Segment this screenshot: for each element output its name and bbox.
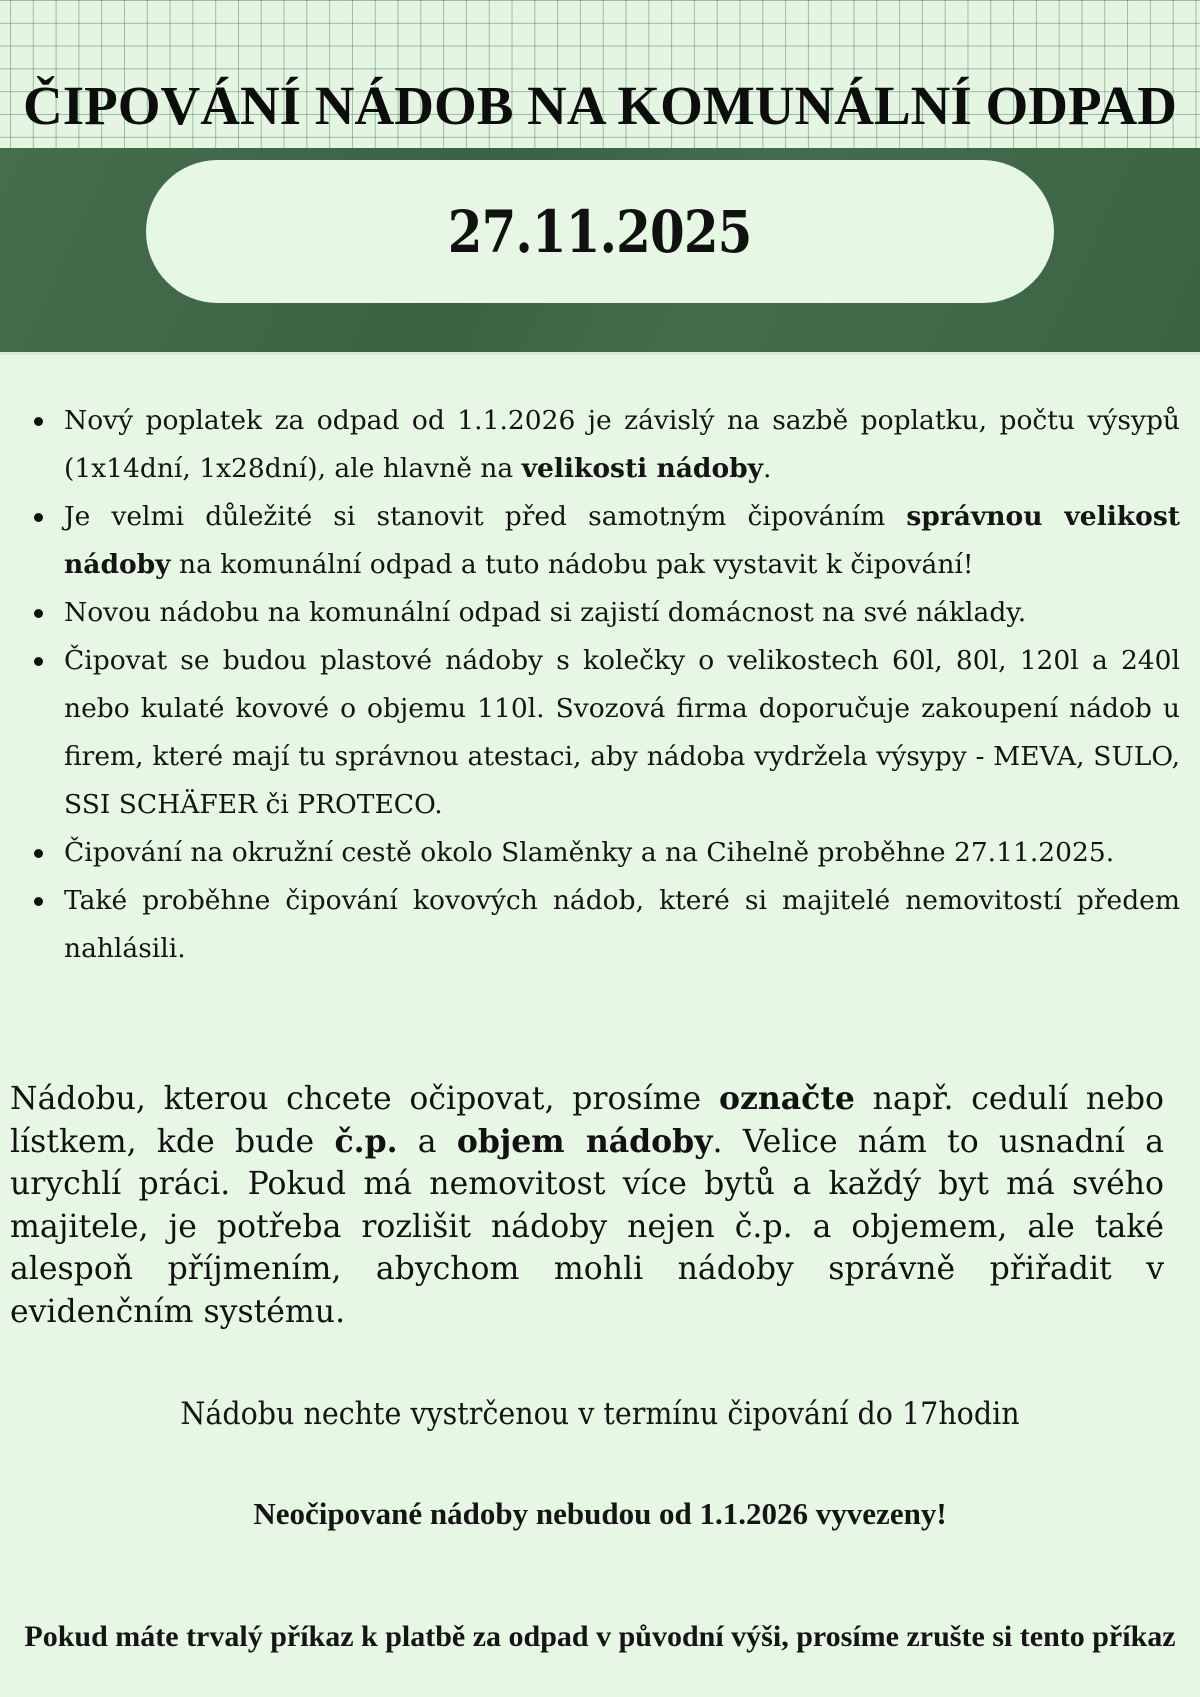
bullet-text: Čipování na okružní cestě okolo Slaměnky a na Cihelně proběhne 27.11.2025. xyxy=(64,837,1115,868)
bullet-text: Čipovat se budou plastové nádoby s kolečky o velikostech 60l, 80l, 120l a 240l nebo kulaté kovové o objemu 110l. Svozová firma doporučuje zakoupení nádob u firem, které mají tu správnou atestaci, aby nádoba vydržela výsypy - MEVA, SULO, SSI SCHÄFER či PROTECO. xyxy=(64,645,1180,820)
bullet-emphasis: správnou velikost nádoby xyxy=(64,501,1180,580)
date-pill xyxy=(146,160,1054,303)
bullet-text: na komunální odpad a tuto nádobu pak vystavit k čipování! xyxy=(170,549,974,580)
bullet-text: Nový poplatek za odpad od 1.1.2026 je závislý na sazbě poplatku, počtu výsypů (1x14dní, 1x28dní), ale hlavně na xyxy=(64,405,1180,484)
bullet-text: Je velmi důležité si stanovit před samotným čipováním xyxy=(64,501,907,532)
para-text: . Velice nám to usnadní a urychlí práci. Pokud má nemovitost více bytů a každý byt má svého majitele, je potřeba rozlišit nádoby nejen č.p. a objemem, ale také alespoň příjmením, abychom mohli nádoby správně přiřadit v evidenčním systému. xyxy=(10,1123,1164,1330)
para-text: a xyxy=(397,1123,457,1160)
bullet-text: Novou nádobu na komunální odpad si zajistí domácnost na své náklady. xyxy=(64,597,1027,628)
bullet-item xyxy=(28,589,1180,637)
bullet-item xyxy=(28,877,1180,973)
labeling-instructions xyxy=(10,1078,1164,1333)
info-bullet-list xyxy=(28,397,1180,973)
bullet-item xyxy=(28,493,1180,589)
bullet-item xyxy=(28,829,1180,877)
para-emphasis: objem nádoby xyxy=(456,1122,713,1160)
bullet-item xyxy=(28,397,1180,493)
bullet-text: Také proběhne čipování kovových nádob, které si majitelé nemovitostí předem nahlásili. xyxy=(64,885,1180,964)
leave-out-notice: Nádobu nechte vystrčenou v termínu čipování do 17hodin xyxy=(180,1396,1020,1432)
bullet-emphasis: velikosti nádoby xyxy=(521,453,764,484)
para-emphasis: č.p. xyxy=(334,1122,398,1160)
band-divider xyxy=(0,352,1200,355)
bullet-item xyxy=(28,637,1180,829)
event-date: 27.11.2025 xyxy=(448,197,752,266)
para-text: např. cedulí nebo lístkem, kde bude xyxy=(10,1081,1164,1160)
page-title: ČIPOVÁNÍ NÁDOB NA KOMUNÁLNÍ ODPAD xyxy=(23,74,1177,136)
para-text: Nádobu, kterou chcete očipovat, prosíme xyxy=(10,1081,719,1117)
para-emphasis: označte xyxy=(718,1080,855,1117)
unchipped-warning: Neočipované nádoby nebudou od 1.1.2026 vyvezeny! xyxy=(253,1496,947,1531)
bullet-text: . xyxy=(763,453,772,484)
standing-order-notice: Pokud máte trvalý příkaz k platbě za odpad v původní výši, prosíme zrušte si tento příkaz xyxy=(24,1620,1176,1653)
